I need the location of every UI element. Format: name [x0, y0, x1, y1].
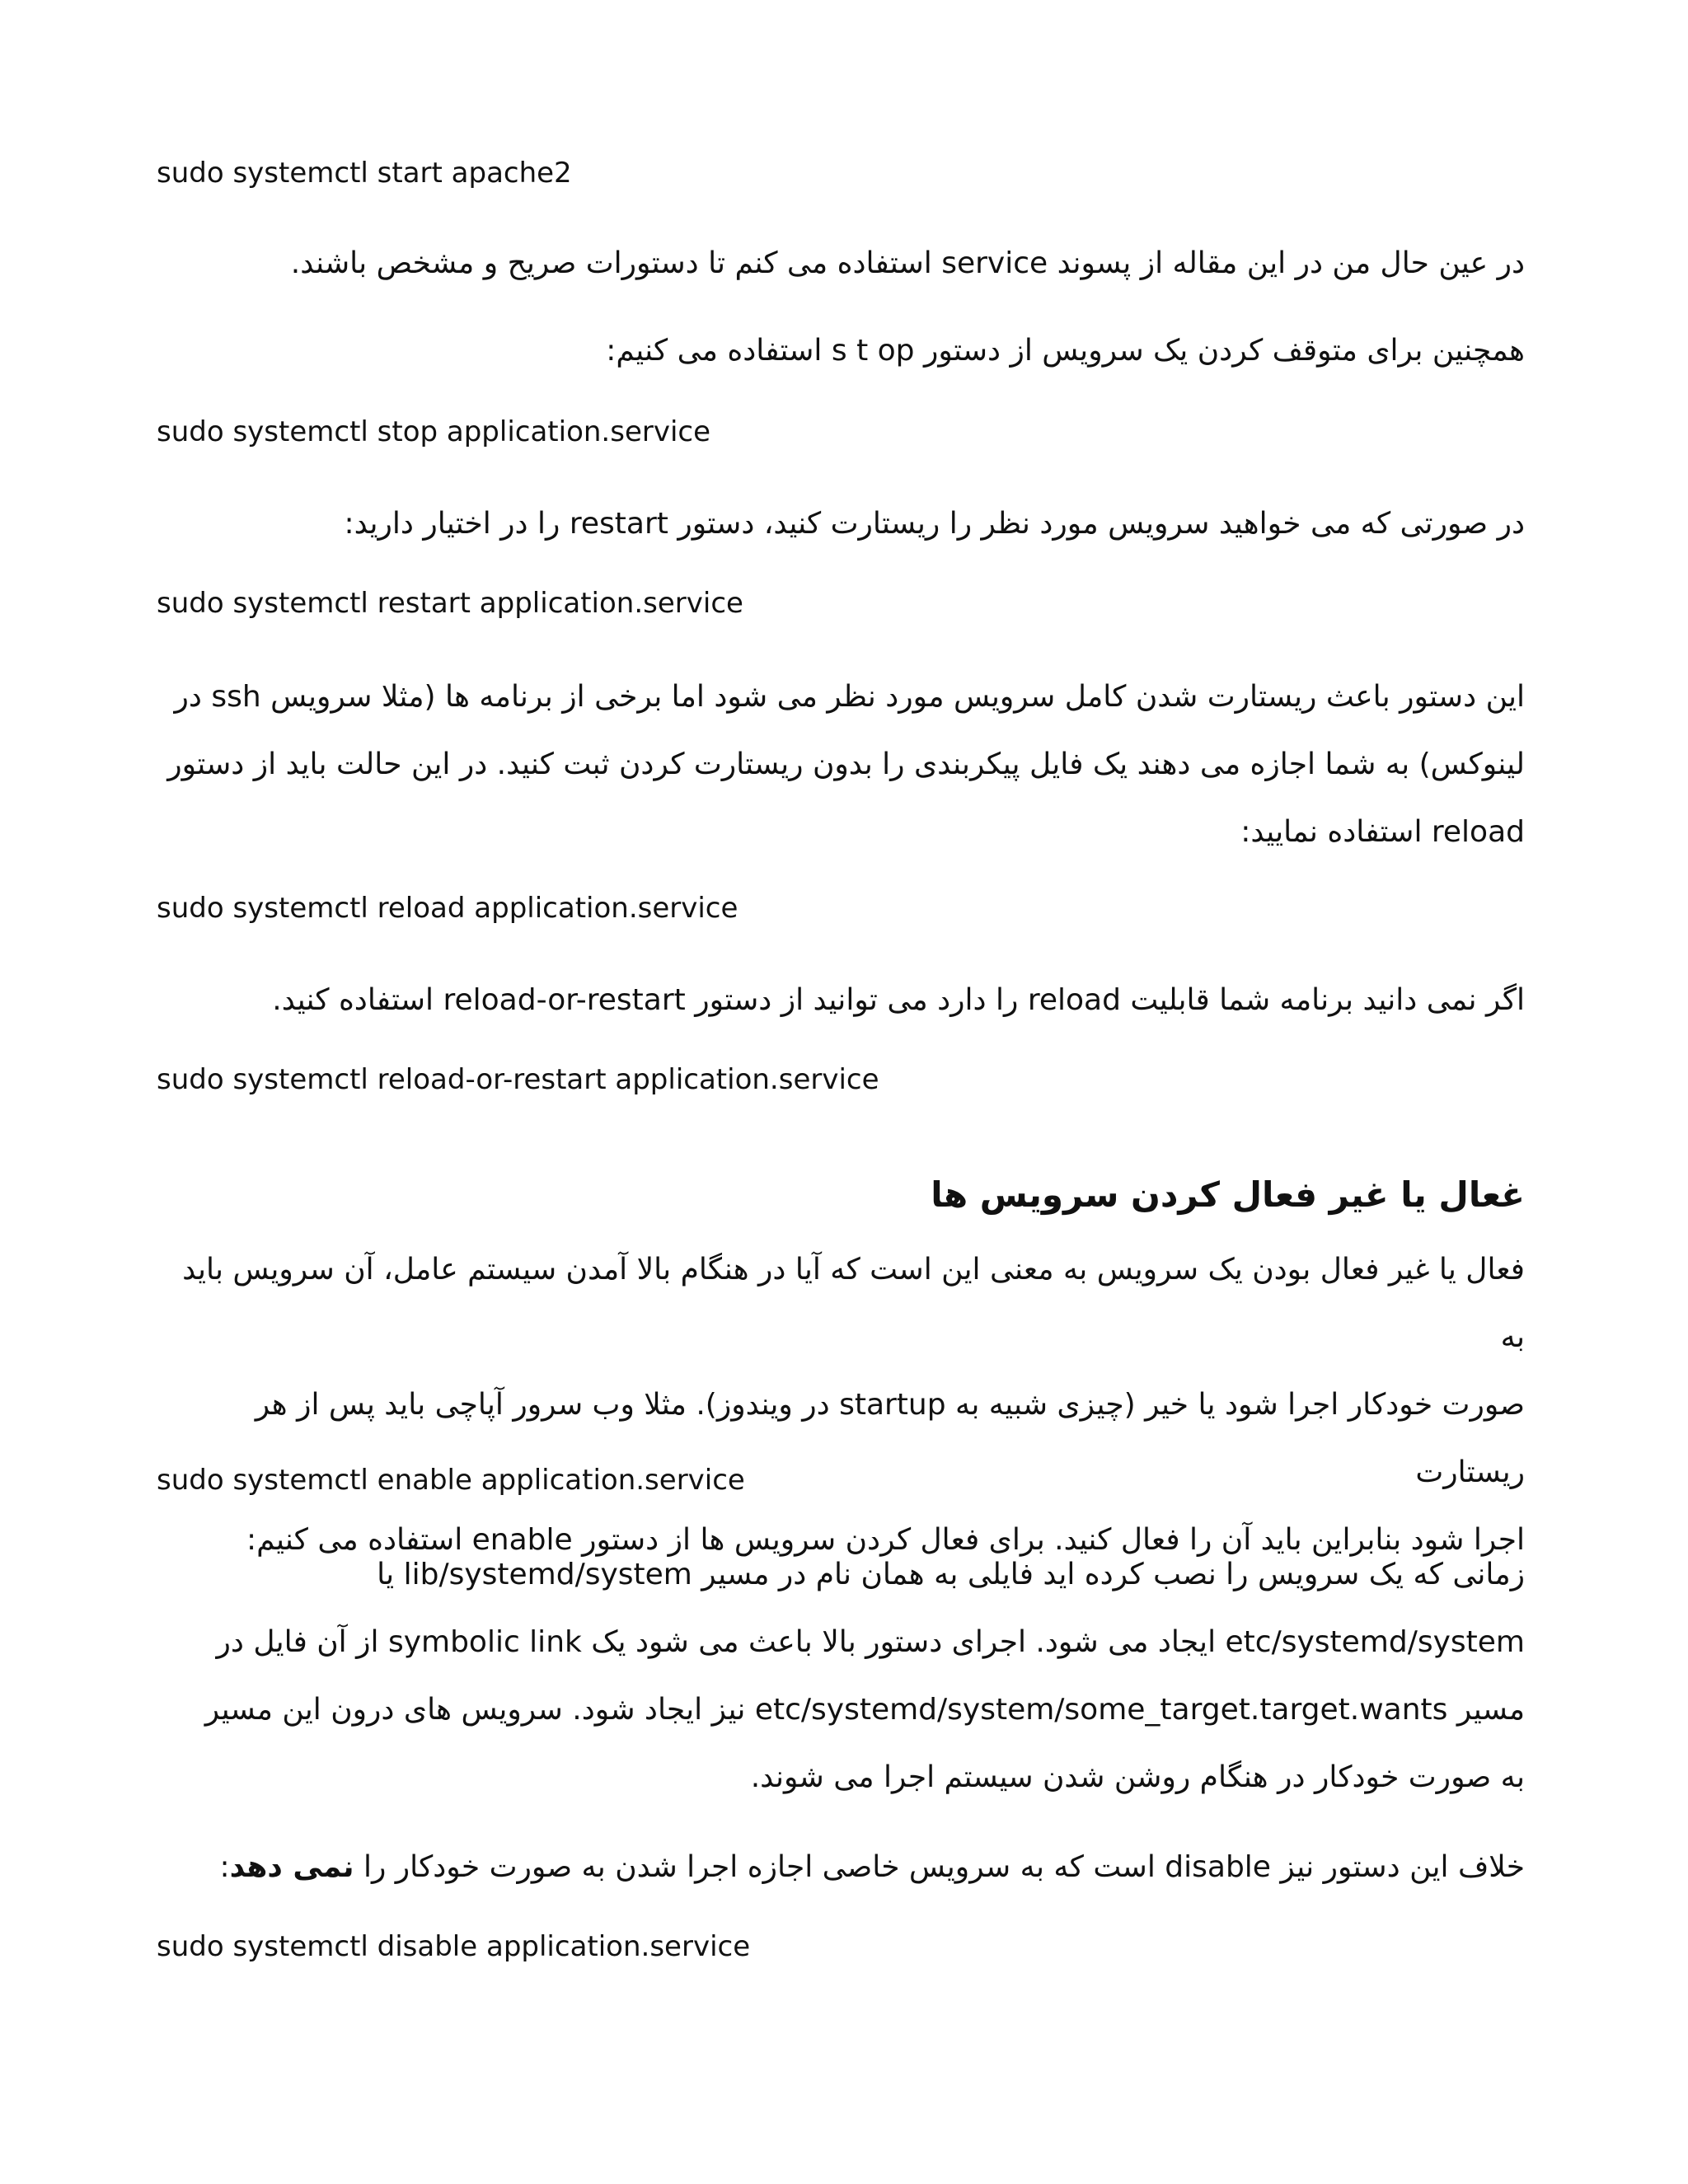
paragraph-symlink-line-3: مسیر etc/systemd/system/some_target.target.wants نیز ایجاد شود. سرویس های درون این مسیر — [204, 1693, 1525, 1727]
code-stop: sudo systemctl stop application.service — [157, 415, 711, 448]
section-heading: غعال یا غیر فعال کردن سرویس ها — [931, 1174, 1525, 1215]
paragraph-enable-line-2: صورت خودکار اجرا شود یا خیر (چیزی شبیه به startup در ویندوز). مثلا وب سرور آپاچی باید پس از هر ریستارت — [255, 1388, 1525, 1489]
paragraph-service-suffix: در عین حال من در این مقاله از پسوند service استفاده می کنم تا دستورات صریح و مشخص باشند. — [290, 246, 1525, 280]
paragraph-disable-text: خلاف این دستور نیز disable است که به سرویس خاصی اجازه اجرا شدن به صورت خودکار را — [363, 1850, 1525, 1884]
paragraph-enable-intro — [157, 1236, 1525, 1574]
paragraph-enable-line-1: فعال یا غیر فعال بودن یک سرویس به معنی این است که آیا در هنگام بالا آمدن سیستم عامل، آن سرویس باید به — [182, 1253, 1525, 1354]
code-enable: sudo systemctl enable application.service — [157, 1464, 745, 1497]
code-reload-or-restart: sudo systemctl reload-or-restart application.service — [157, 1063, 879, 1096]
paragraph-symlink-line-4: به صورت خودکار در هنگام روشن شدن سیستم اجرا می شوند. — [750, 1760, 1525, 1794]
paragraph-disable-intro — [157, 1843, 1525, 1892]
code-start-apache: sudo systemctl start apache2 — [157, 157, 572, 190]
paragraph-enable-line-3: اجرا شود بنابراین باید آن را فعال کنید. برای فعال کردن سرویس ها از دستور enable استفاده می کنیم: — [246, 1523, 1525, 1557]
paragraph-symlink-line-1: زمانی که یک سرویس را نصب کرده اید فایلی به همان نام در مسیر lib/systemd/system یا — [377, 1558, 1525, 1591]
paragraph-symlink — [157, 1541, 1525, 1811]
paragraph-symlink-line-2: etc/systemd/system ایجاد می شود. اجرای دستور بالا باعث می شود یک symbolic link از آن فایل در — [216, 1625, 1525, 1659]
paragraph-reload-line-3: reload استفاده نمایید: — [1240, 815, 1525, 849]
paragraph-reload-line-1: این دستور باعث ریستارت شدن کامل سرویس مورد نظر می شود اما برخی از برنامه ها (مثلا سرویس ssh در — [174, 680, 1525, 714]
paragraph-disable-bold: نمی دهد — [229, 1850, 354, 1884]
code-disable: sudo systemctl disable application.service — [157, 1930, 751, 1963]
paragraph-restart-intro: در صورتی که می خواهید سرویس مورد نظر را ریستارت کنید، دستور restart را در اختیار دارید: — [344, 507, 1525, 541]
code-reload: sudo systemctl reload application.service — [157, 892, 738, 925]
paragraph-disable-end: : — [219, 1850, 230, 1884]
paragraph-stop-intro: همچنین برای متوقف کردن یک سرویس از دستور s t op استفاده می کنیم: — [606, 334, 1525, 368]
paragraph-reload-or-restart-intro: اگر نمی دانید برنامه شما قابلیت reload را دارد می توانید از دستور reload-or-restart استفاده کنید. — [272, 983, 1525, 1017]
code-restart: sudo systemctl restart application.service — [157, 587, 743, 620]
paragraph-reload-line-2: لینوکس) به شما اجازه می دهند یک فایل پیکربندی را بدون ریستارت کردن ثبت کنید. در این حالت باید از دستور — [167, 748, 1525, 781]
paragraph-reload-intro — [157, 663, 1525, 866]
